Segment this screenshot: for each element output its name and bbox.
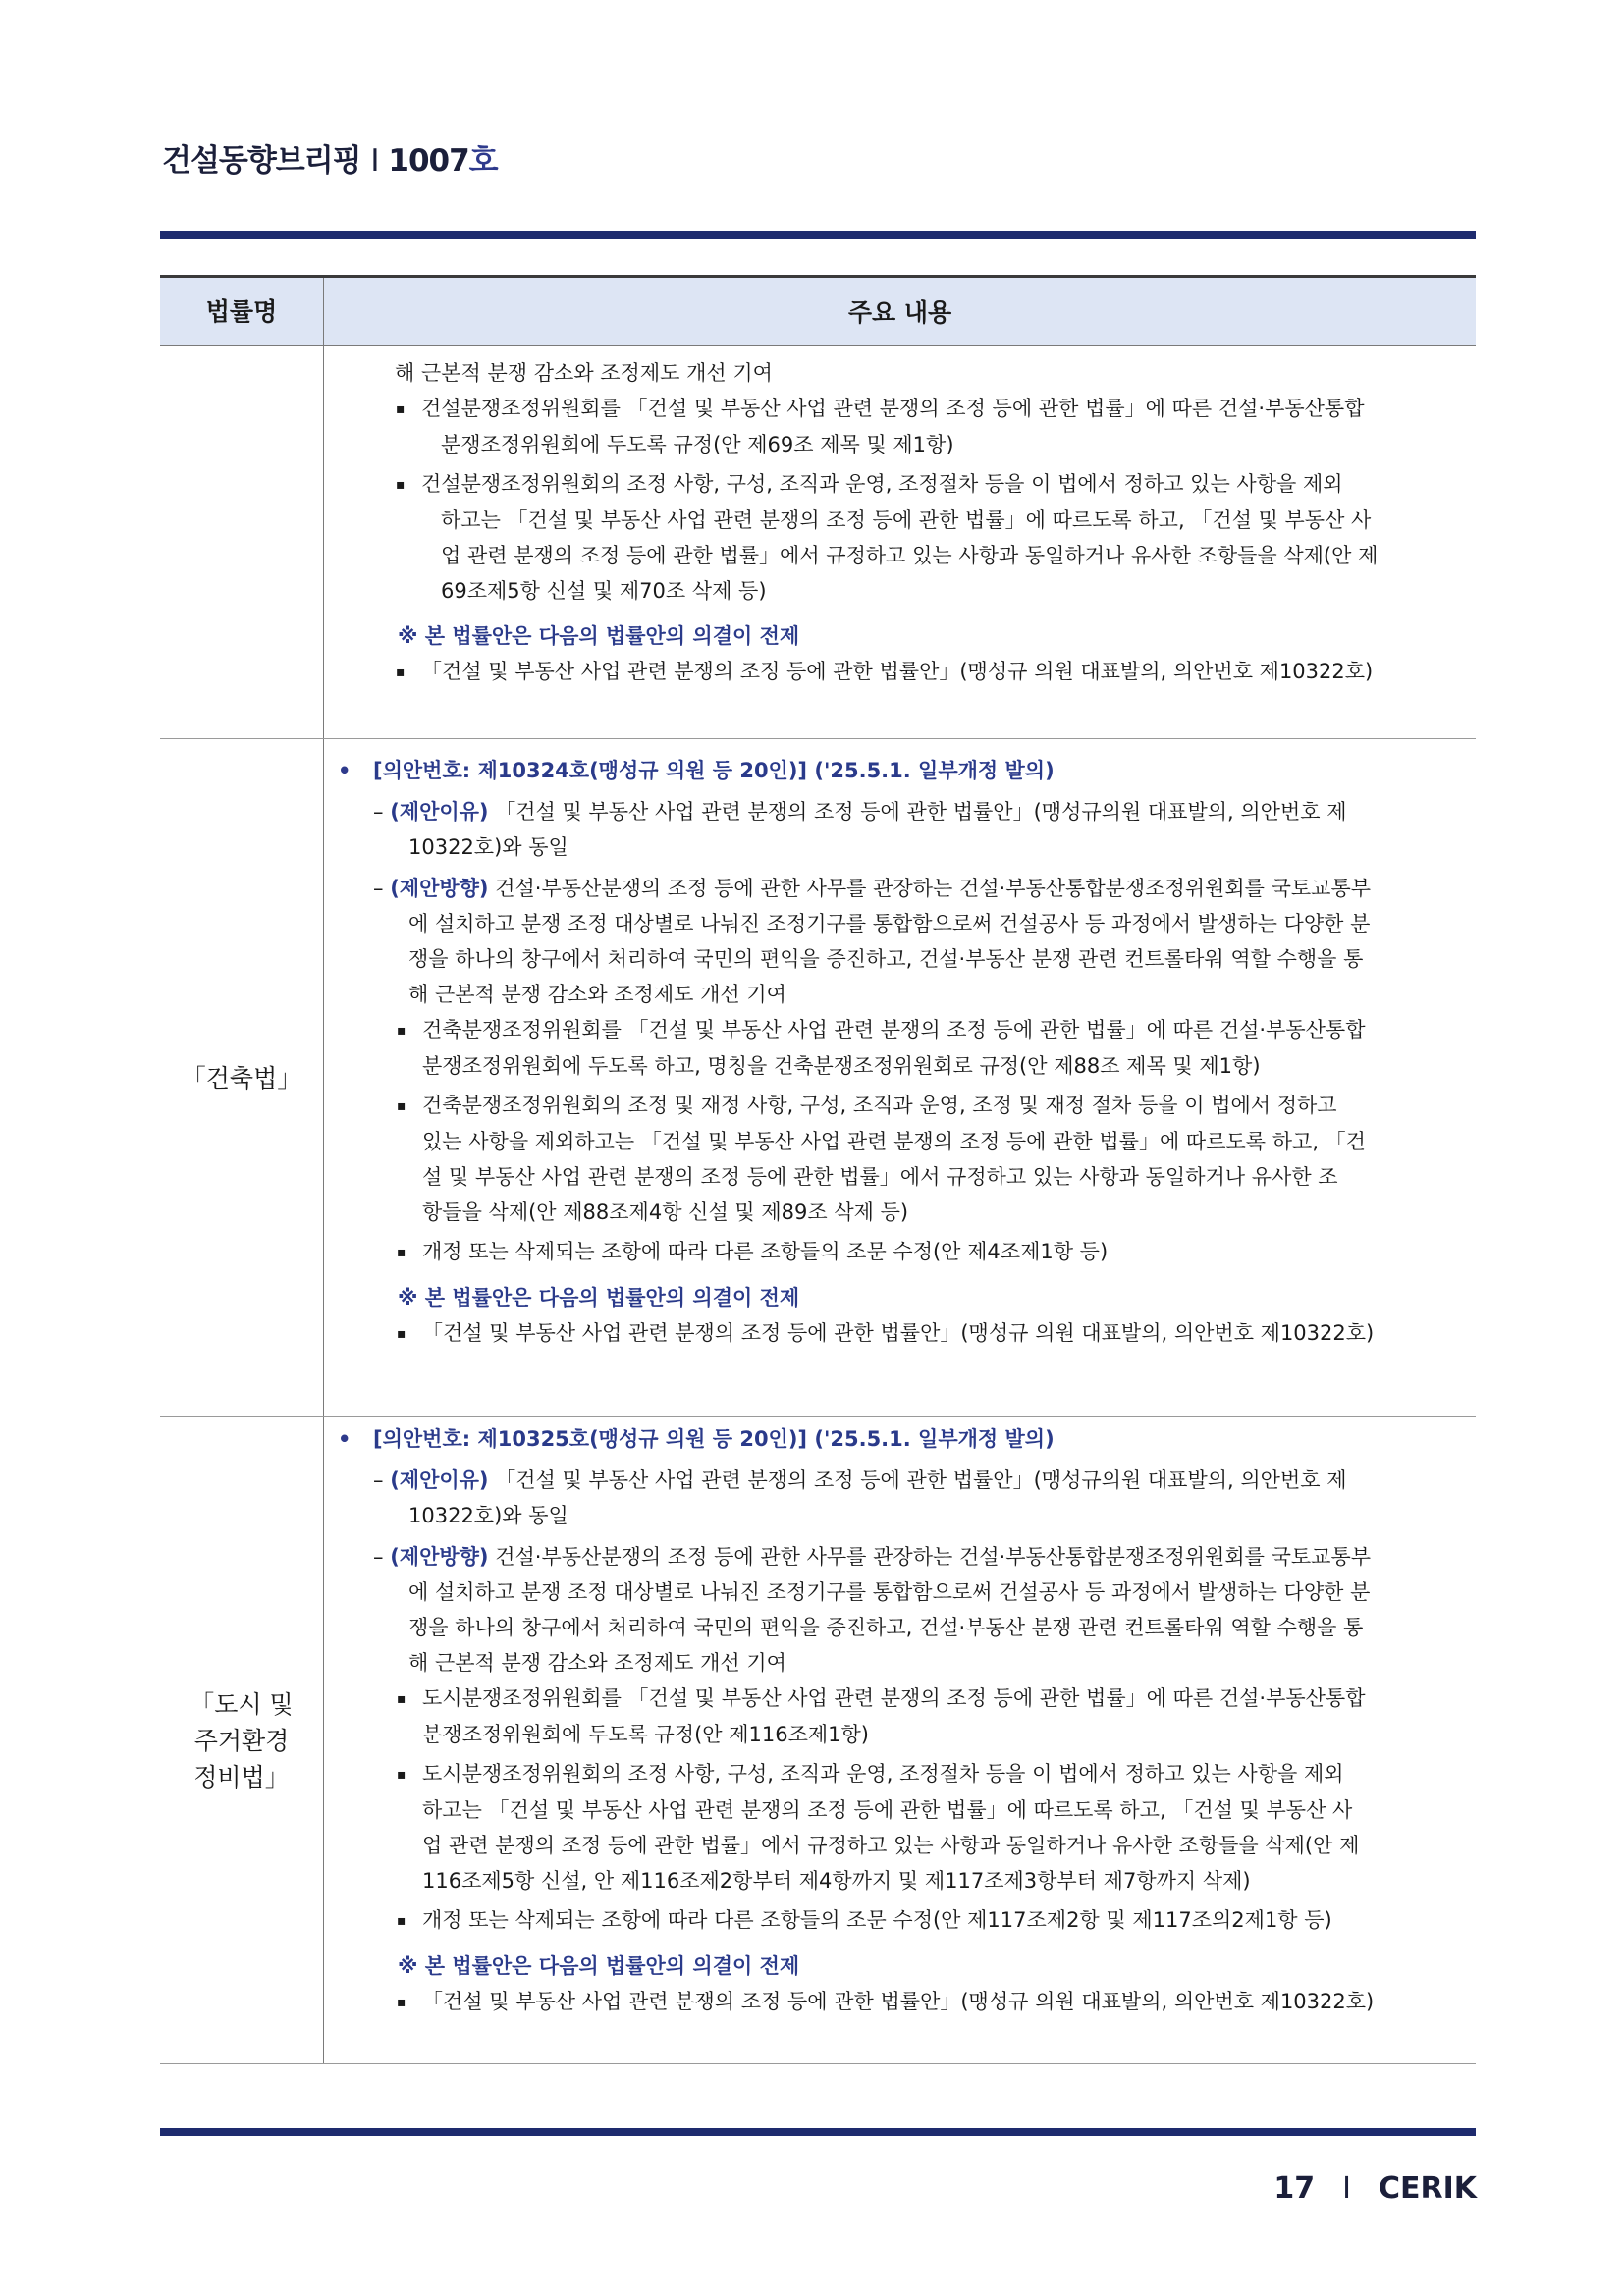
bill-number-line: • [의안번호: 제10324호(맹성규 의원 등 20인)] ('25.5.1. 일부개정 발의) [338, 753, 1456, 788]
circle-bullet-icon: • [338, 1427, 352, 1451]
table-row [160, 739, 1476, 1417]
list-item: ▪ 개정 또는 삭제되는 조항에 따라 다른 조항들의 조문 수정(안 제117조제2항 및 제117조의2제1항 등) [397, 1902, 1456, 1939]
content-cell [324, 346, 1476, 738]
text-line: 해 근본적 분쟁 감소와 조정제도 개선 기여 [408, 983, 786, 1006]
list-item: ▪ 건설분쟁조정위원회를 「건설 및 부동산 사업 관련 분쟁의 조정 등에 관한 법률」에 따른 건설·부동산통합 [396, 391, 1456, 427]
text-line: 업 관련 분쟁의 조정 등에 관한 법률」에서 규정하고 있는 사항과 동일하거나 유사한 조항들을 삭제(안 제 [422, 1834, 1360, 1857]
law-name-line: 주거환경 [193, 1726, 290, 1755]
column-header-content: 주요 내용 [847, 298, 952, 327]
list-item: ▪ 도시분쟁조정위원회를 「건설 및 부동산 사업 관련 분쟁의 조정 등에 관한 법률」에 따른 건설·부동산통합 [397, 1681, 1456, 1717]
law-name-line: 「도시 및 [189, 1689, 294, 1719]
text-line: 해 근본적 분쟁 감소와 조정제도 개선 기여 [408, 1651, 786, 1675]
text-line: 분쟁조정위원회에 두도록 규정(안 제69조 제목 및 제1항) [441, 433, 954, 456]
square-bullet-icon: ▪ [397, 1767, 406, 1783]
list-item: ▪ 「건설 및 부동산 사업 관련 분쟁의 조정 등에 관한 법률안」(맹성규 의원 대표발의, 의안번호 제10322호) [397, 1315, 1456, 1352]
publication-title: 건설동향브리핑 [162, 143, 361, 179]
text-line: 항들을 삭제(안 제88조제4항 신설 및 제89조 삭제 등) [422, 1201, 909, 1224]
text-line: 업 관련 분쟁의 조정 등에 관한 법률」에서 규정하고 있는 사항과 동일하거나 유사한 조항들을 삭제(안 제 [441, 544, 1379, 567]
text-line: 해 근본적 분쟁 감소와 조정제도 개선 기여 [395, 361, 773, 385]
page-footer [1273, 2171, 1477, 2206]
list-item: ▪ 건축분쟁조정위원회를 「건설 및 부동산 사업 관련 분쟁의 조정 등에 관한 법률」에 따른 건설·부동산통합 [397, 1012, 1456, 1048]
square-bullet-icon: ▪ [396, 665, 406, 680]
square-bullet-icon: ▪ [397, 1098, 406, 1114]
square-bullet-icon: ▪ [397, 1691, 406, 1707]
text-line: 69조제5항 신설 및 제70조 삭제 등) [441, 579, 767, 603]
reason-item: – (제안이유) 「건설 및 부동산 사업 관련 분쟁의 조정 등에 관한 법률안」(맹성규의원 대표발의, 의안번호 제 [373, 1468, 1347, 1492]
table-row [160, 1417, 1476, 2064]
premise-note: ※ 본 법률안은 다음의 법률안의 의결이 전제 [398, 1954, 800, 1978]
list-item: ▪ 건설분쟁조정위원회의 조정 사항, 구성, 조직과 운영, 조정절차 등을 이 법에서 정하고 있는 사항을 제외 [396, 466, 1456, 503]
dash-icon: – [373, 1468, 384, 1492]
premise-note: ※ 본 법률안은 다음의 법률안의 의결이 전제 [398, 1286, 800, 1309]
square-bullet-icon: ▪ [397, 1023, 406, 1039]
content-cell [324, 1417, 1476, 2063]
table-row [160, 346, 1476, 739]
table-header-row [160, 278, 1476, 346]
reason-item: – (제안이유) 「건설 및 부동산 사업 관련 분쟁의 조정 등에 관한 법률안」(맹성규의원 대표발의, 의안번호 제 [373, 800, 1347, 824]
premise-note: ※ 본 법률안은 다음의 법률안의 의결이 전제 [398, 624, 800, 648]
organization-name: CERIK [1378, 2171, 1477, 2206]
law-name-line: 정비법」 [193, 1762, 290, 1791]
text-line: 설 및 부동산 사업 관련 분쟁의 조정 등에 관한 법률」에서 규정하고 있는 사항과 동일하거나 유사한 조 [422, 1165, 1338, 1189]
law-table [160, 275, 1476, 2064]
dash-icon: – [373, 800, 384, 824]
list-item: ▪ 개정 또는 삭제되는 조항에 따라 다른 조항들의 조문 수정(안 제4조제1항 등) [397, 1234, 1456, 1270]
circle-bullet-icon: • [338, 759, 352, 782]
bill-number-line: • [의안번호: 제10325호(맹성규 의원 등 20인)] ('25.5.1. 일부개정 발의) [338, 1421, 1456, 1457]
list-item: ▪ 「건설 및 부동산 사업 관련 분쟁의 조정 등에 관한 법률안」(맹성규 의원 대표발의, 의안번호 제10322호) [396, 654, 1456, 690]
page-number: 17 [1273, 2171, 1316, 2206]
text-line: 하고는 「건설 및 부동산 사업 관련 분쟁의 조정 등에 관한 법률」에 따르도록 하고, 「건설 및 부동산 사 [441, 508, 1372, 532]
list-item: ▪ 도시분쟁조정위원회의 조정 사항, 구성, 조직과 운영, 조정절차 등을 이 법에서 정하고 있는 사항을 제외 [397, 1756, 1456, 1792]
issue-number: 1007 [388, 143, 469, 179]
text-line: 에 설치하고 분쟁 조정 대상별로 나눠진 조정기구를 통합함으로써 건설공사 등 과정에서 발생하는 다양한 분 [408, 1580, 1371, 1604]
square-bullet-icon: ▪ [396, 401, 406, 417]
running-header [162, 135, 498, 180]
header-separator: I [370, 143, 379, 179]
text-line: 10322호)와 동일 [408, 835, 568, 859]
issue-suffix: 호 [468, 143, 498, 179]
square-bullet-icon: ▪ [397, 1326, 406, 1342]
text-line: 하고는 「건설 및 부동산 사업 관련 분쟁의 조정 등에 관한 법률」에 따르도록 하고, 「건설 및 부동산 사 [422, 1798, 1353, 1822]
footer-rule [160, 2128, 1476, 2136]
text-line: 쟁을 하나의 창구에서 처리하여 국민의 편익을 증진하고, 건설·부동산 분쟁 관련 컨트롤타워 역할 수행을 통 [408, 1616, 1364, 1639]
direction-item: – (제안방향) 건설·부동산분쟁의 조정 등에 관한 사무를 관장하는 건설·부동산통합분쟁조정위원회를 국토교통부 [373, 877, 1372, 900]
text-line: 분쟁조정위원회에 두도록 규정(안 제116조제1항) [422, 1723, 870, 1746]
footer-separator: I [1342, 2171, 1351, 2206]
text-line: 116조제5항 신설, 안 제116조제2항부터 제4항까지 및 제117조제3항부터 제7항까지 삭제) [422, 1869, 1251, 1893]
square-bullet-icon: ▪ [397, 1913, 406, 1929]
square-bullet-icon: ▪ [397, 1995, 406, 2010]
list-item: ▪ 「건설 및 부동산 사업 관련 분쟁의 조정 등에 관한 법률안」(맹성규 의원 대표발의, 의안번호 제10322호) [397, 1984, 1456, 2020]
law-name-cell [160, 346, 324, 738]
column-header-law: 법률명 [160, 278, 324, 345]
dash-icon: – [373, 1545, 384, 1569]
text-line: 에 설치하고 분쟁 조정 대상별로 나눠진 조정기구를 통합함으로써 건설공사 등 과정에서 발생하는 다양한 분 [408, 912, 1371, 935]
law-name-cell [160, 1417, 324, 2063]
square-bullet-icon: ▪ [397, 1245, 406, 1260]
header-rule [160, 231, 1476, 239]
content-cell [324, 739, 1476, 1416]
law-name-cell: 「건축법」 [160, 739, 324, 1416]
text-line: 있는 사항을 제외하고는 「건설 및 부동산 사업 관련 분쟁의 조정 등에 관한 법률」에 따르도록 하고, 「건 [422, 1130, 1366, 1153]
dash-icon: – [373, 877, 384, 900]
direction-item: – (제안방향) 건설·부동산분쟁의 조정 등에 관한 사무를 관장하는 건설·부동산통합분쟁조정위원회를 국토교통부 [373, 1545, 1372, 1569]
text-line: 쟁을 하나의 창구에서 처리하여 국민의 편익을 증진하고, 건설·부동산 분쟁 관련 컨트롤타워 역할 수행을 통 [408, 947, 1364, 971]
list-item: ▪ 건축분쟁조정위원회의 조정 및 재정 사항, 구성, 조직과 운영, 조정 및 재정 절차 등을 이 법에서 정하고 [397, 1088, 1456, 1124]
square-bullet-icon: ▪ [396, 477, 406, 493]
text-line: 분쟁조정위원회에 두도록 하고, 명칭을 건축분쟁조정위원회로 규정(안 제88조 제목 및 제1항) [422, 1054, 1261, 1078]
text-line: 10322호)와 동일 [408, 1504, 568, 1527]
